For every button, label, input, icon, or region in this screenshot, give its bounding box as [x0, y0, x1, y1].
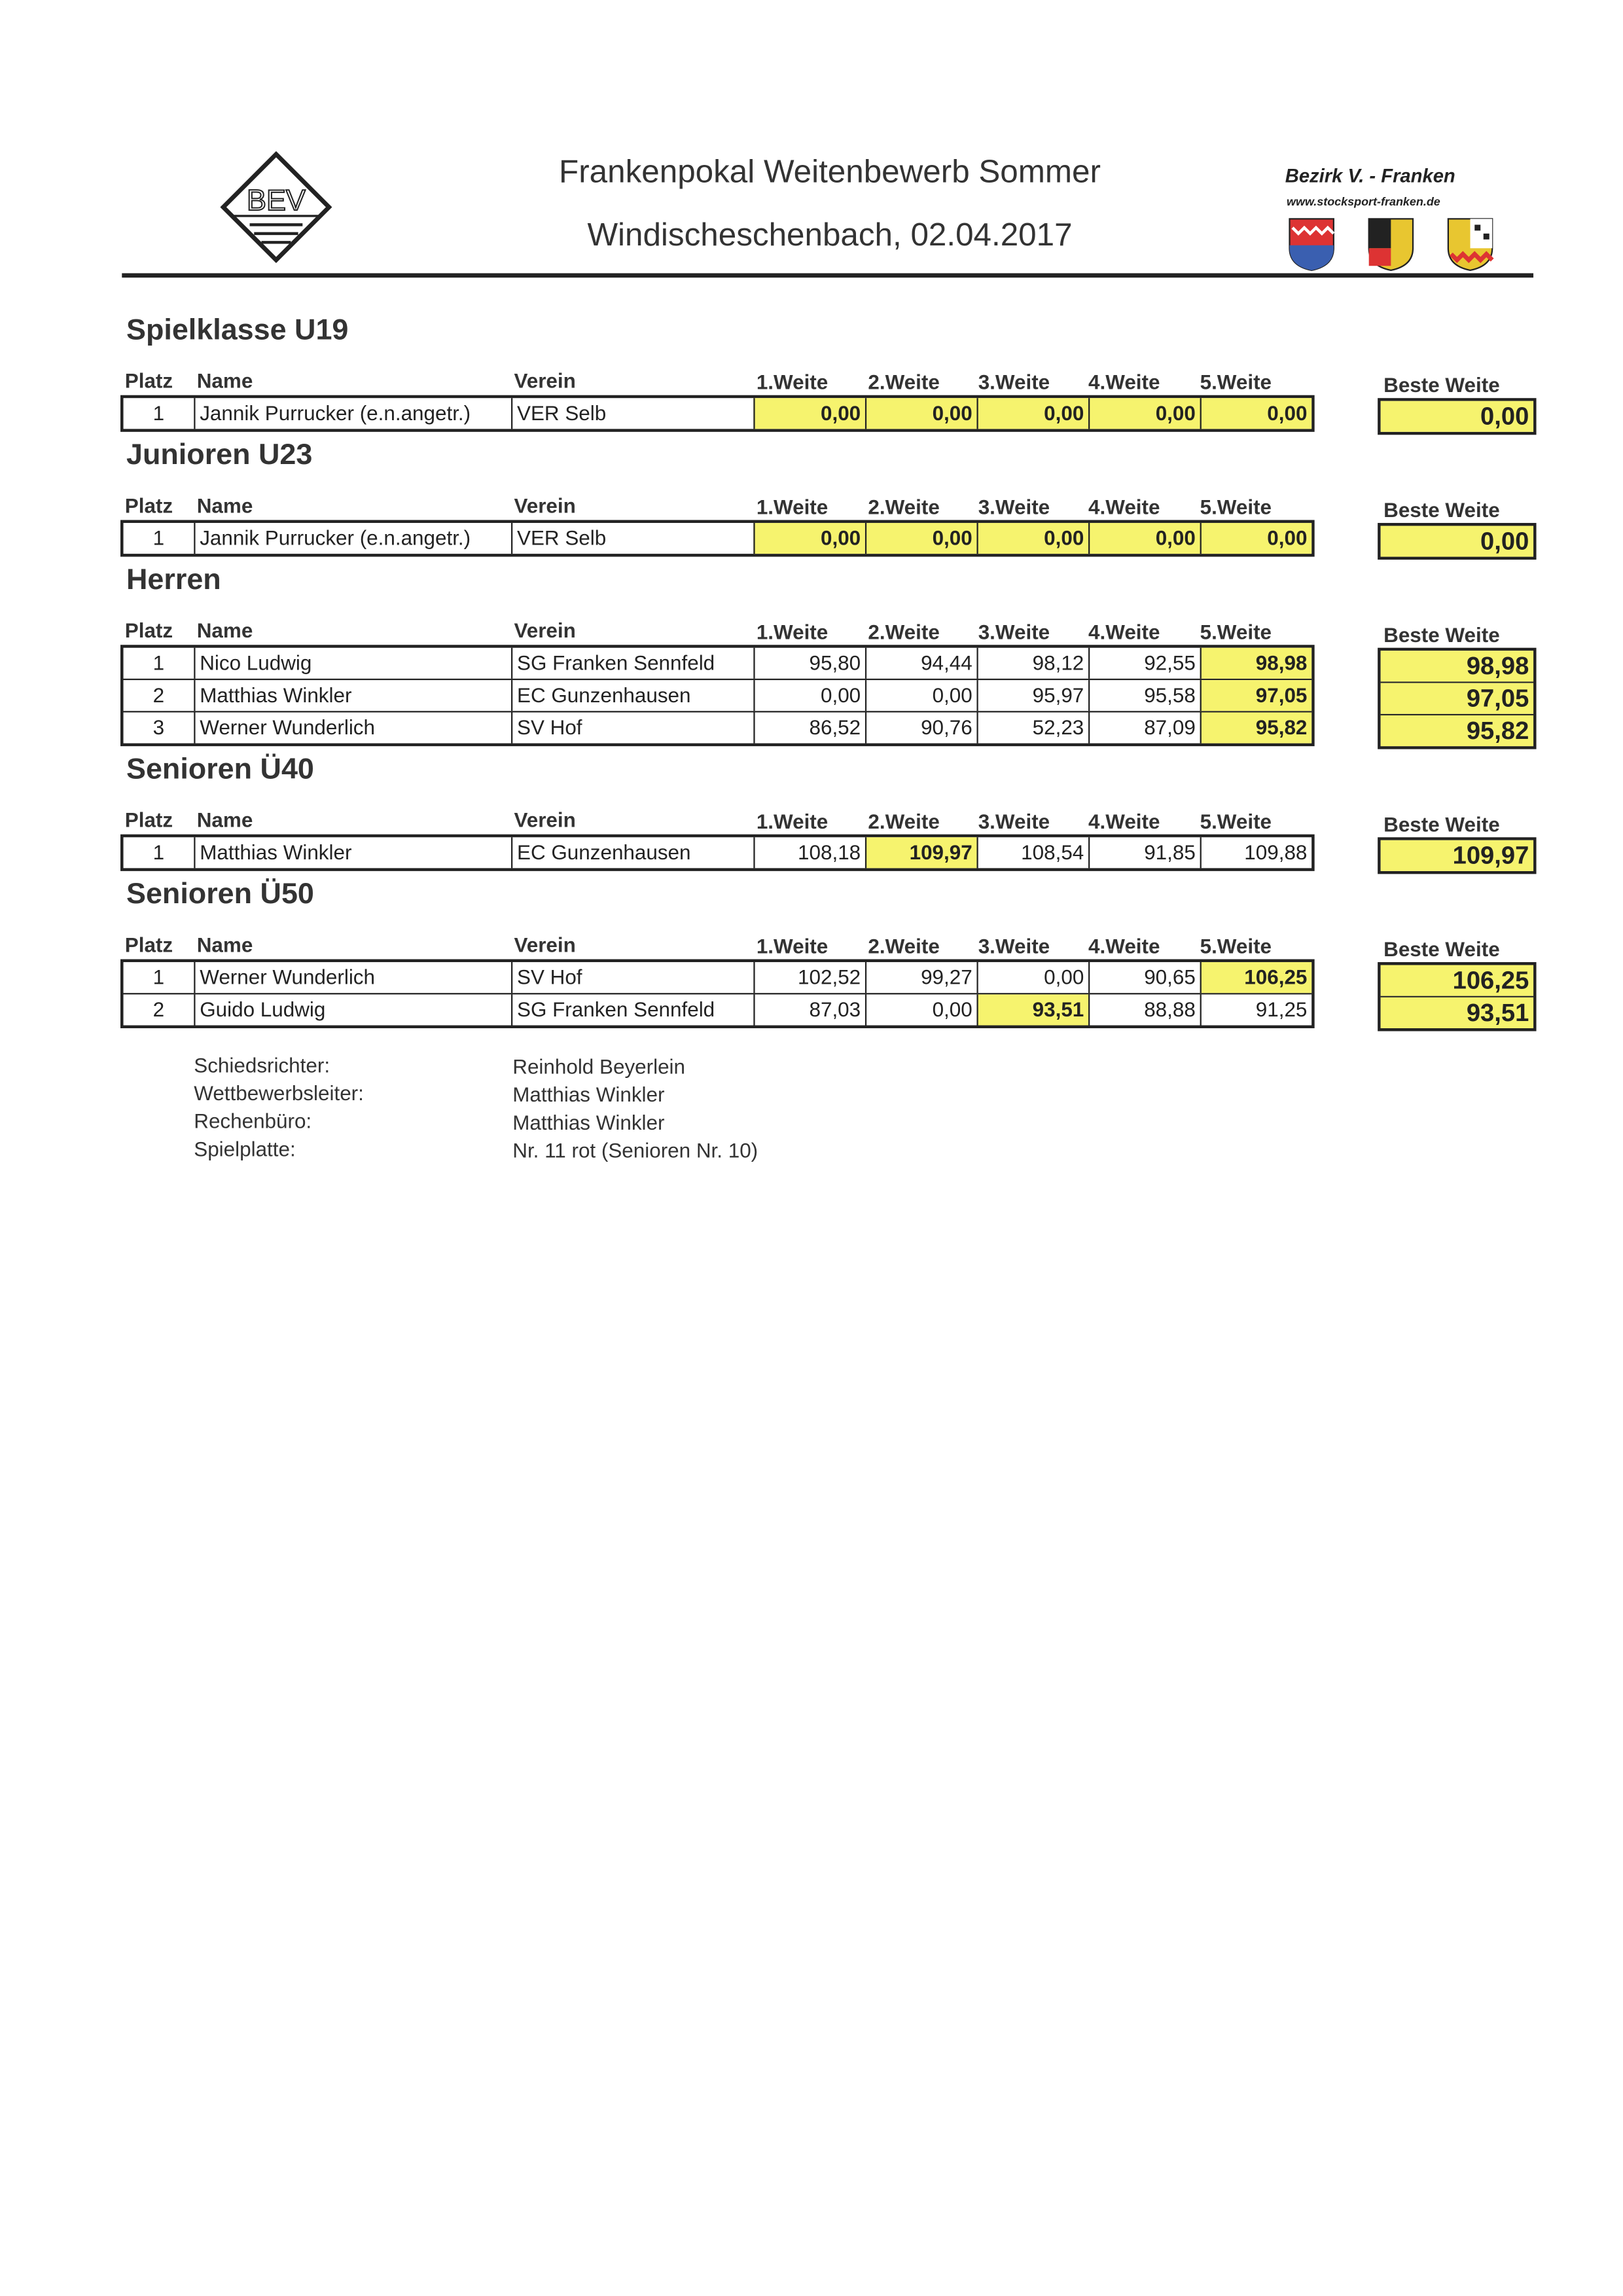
club-cell: SG Franken Sennfeld: [511, 648, 753, 679]
distance-cell-5: 95,82: [1200, 712, 1312, 743]
svg-text:BEV: BEV: [247, 183, 306, 217]
results-table: [120, 395, 1315, 432]
footer-value: Nr. 11 rot (Senioren Nr. 10): [512, 1138, 758, 1162]
best-distance-table: [1378, 962, 1536, 1031]
table-row: [124, 962, 1312, 993]
distance-cell-5: 0,00: [1200, 523, 1312, 554]
best-distance-row: [1381, 681, 1533, 713]
best-distance-cell: 106,25: [1381, 965, 1533, 996]
bezirk-label: Bezirk V. - Franken: [1285, 164, 1455, 187]
results-table: [120, 960, 1315, 1028]
distance-cell-5: 97,05: [1200, 680, 1312, 711]
club-cell: SV Hof: [511, 962, 753, 993]
table-row: [124, 711, 1312, 743]
best-distance-row: [1381, 840, 1533, 871]
athlete-name-cell: Guido Ludwig: [194, 994, 511, 1025]
footer-label: Wettbewerbsleiter:: [194, 1081, 364, 1105]
column-header-weite-4: 4.Weite: [1088, 370, 1160, 394]
section-title: Spielklasse U19: [126, 314, 349, 347]
distance-cell-4: 0,00: [1088, 523, 1200, 554]
athlete-name-cell: Nico Ludwig: [194, 648, 511, 679]
column-header-platz: Platz: [124, 808, 173, 832]
rank-cell: 1: [152, 401, 165, 425]
distance-cell-4: 92,55: [1088, 648, 1200, 679]
crest-mittelfranken-icon: [1369, 219, 1413, 270]
table-row: [124, 523, 1312, 554]
distance-cell-4: 87,09: [1088, 712, 1200, 743]
column-header-weite-3: 3.Weite: [978, 809, 1050, 833]
column-header-weite-5: 5.Weite: [1200, 809, 1272, 833]
column-header-verein: Verein: [514, 808, 576, 832]
column-header-beste-weite: Beste Weite: [1383, 937, 1500, 961]
column-header-weite-2: 2.Weite: [868, 495, 940, 519]
column-header-weite-5: 5.Weite: [1200, 495, 1272, 519]
column-header-name: Name: [196, 808, 253, 832]
column-header-weite-4: 4.Weite: [1088, 809, 1160, 833]
club-cell: SG Franken Sennfeld: [511, 994, 753, 1025]
distance-cell-5: 0,00: [1200, 398, 1312, 429]
athlete-name-cell: Matthias Winkler: [194, 837, 511, 868]
column-header-weite-3: 3.Weite: [978, 934, 1050, 958]
column-header-weite-5: 5.Weite: [1200, 620, 1272, 644]
athlete-name-cell: Jannik Purrucker (e.n.angetr.): [194, 398, 511, 429]
rank-cell: 1: [152, 840, 165, 864]
section-title: Senioren Ü50: [126, 878, 314, 911]
best-distance-row: [1381, 526, 1533, 556]
document-subtitle: Windischeschenbach, 02.04.2017: [587, 215, 1073, 253]
table-row: [124, 398, 1312, 429]
distance-cell-3: 0,00: [976, 398, 1088, 429]
best-distance-table: [1378, 523, 1536, 560]
column-header-weite-1: 1.Weite: [756, 809, 829, 833]
column-header-verein: Verein: [514, 933, 576, 957]
section-title: Senioren Ü40: [126, 753, 314, 786]
column-header-name: Name: [196, 618, 253, 642]
distance-cell-4: 95,58: [1088, 680, 1200, 711]
crest-unterfranken-icon: [1289, 219, 1333, 270]
best-distance-table: [1378, 648, 1536, 749]
footer-value: Reinhold Beyerlein: [512, 1054, 686, 1079]
column-header-weite-2: 2.Weite: [868, 620, 940, 644]
distance-cell-4: 88,88: [1088, 994, 1200, 1025]
section-title: Junioren U23: [126, 439, 313, 472]
distance-cell-1: 0,00: [753, 523, 865, 554]
rank-cell: 2: [152, 683, 165, 707]
club-cell: VER Selb: [511, 523, 753, 554]
column-header-verein: Verein: [514, 368, 576, 393]
distance-cell-2: 99,27: [865, 962, 977, 993]
column-header-weite-4: 4.Weite: [1088, 495, 1160, 519]
athlete-name-cell: Werner Wunderlich: [194, 962, 511, 993]
table-row: [124, 679, 1312, 711]
column-header-platz: Platz: [124, 933, 173, 957]
bev-logo: [221, 151, 332, 263]
best-distance-cell: 0,00: [1381, 526, 1533, 556]
distance-cell-3: 95,97: [976, 680, 1088, 711]
distance-cell-5: 106,25: [1200, 962, 1312, 993]
footer-label: Spielplatte:: [194, 1137, 296, 1160]
column-header-weite-5: 5.Weite: [1200, 934, 1272, 958]
distance-cell-1: 0,00: [753, 680, 865, 711]
best-distance-cell: 95,82: [1381, 715, 1533, 746]
column-header-weite-3: 3.Weite: [978, 370, 1050, 394]
table-row: [124, 837, 1312, 868]
best-distance-row: [1381, 714, 1533, 746]
best-distance-row: [1381, 401, 1533, 432]
column-header-weite-2: 2.Weite: [868, 809, 940, 833]
distance-cell-2: 109,97: [865, 837, 977, 868]
distance-cell-5: 109,88: [1200, 837, 1312, 868]
column-header-weite-1: 1.Weite: [756, 370, 829, 394]
footer-value: Matthias Winkler: [512, 1110, 665, 1134]
rank-cell: 3: [152, 715, 165, 739]
column-header-verein: Verein: [514, 618, 576, 642]
best-distance-table: [1378, 398, 1536, 435]
best-distance-row: [1381, 996, 1533, 1028]
table-row: [124, 993, 1312, 1025]
document-title: Frankenpokal Weitenbewerb Sommer: [559, 152, 1101, 190]
athlete-name-cell: Jannik Purrucker (e.n.angetr.): [194, 523, 511, 554]
column-header-weite-1: 1.Weite: [756, 620, 829, 644]
column-header-weite-3: 3.Weite: [978, 620, 1050, 644]
distance-cell-3: 93,51: [976, 994, 1088, 1025]
distance-cell-2: 90,76: [865, 712, 977, 743]
column-header-weite-5: 5.Weite: [1200, 370, 1272, 394]
best-distance-cell: 93,51: [1381, 997, 1533, 1028]
distance-cell-3: 108,54: [976, 837, 1088, 868]
best-distance-cell: 0,00: [1381, 401, 1533, 432]
distance-cell-3: 98,12: [976, 648, 1088, 679]
results-table: [120, 645, 1315, 746]
results-table: [120, 834, 1315, 871]
column-header-weite-2: 2.Weite: [868, 934, 940, 958]
club-cell: EC Gunzenhausen: [511, 837, 753, 868]
best-distance-cell: 97,05: [1381, 683, 1533, 714]
distance-cell-1: 86,52: [753, 712, 865, 743]
distance-cell-2: 0,00: [865, 994, 977, 1025]
distance-cell-2: 0,00: [865, 523, 977, 554]
distance-cell-1: 87,03: [753, 994, 865, 1025]
column-header-beste-weite: Beste Weite: [1383, 622, 1500, 647]
footer-value: Matthias Winkler: [512, 1083, 665, 1106]
distance-cell-2: 0,00: [865, 680, 977, 711]
column-header-beste-weite: Beste Weite: [1383, 373, 1500, 397]
distance-cell-4: 91,85: [1088, 837, 1200, 868]
coat-of-arms-icons: [1287, 216, 1499, 279]
footer-label: Schiedsrichter:: [194, 1053, 330, 1077]
club-cell: VER Selb: [511, 398, 753, 429]
column-header-beste-weite: Beste Weite: [1383, 497, 1500, 522]
column-header-name: Name: [196, 933, 253, 957]
column-header-verein: Verein: [514, 493, 576, 517]
distance-cell-5: 98,98: [1200, 648, 1312, 679]
rank-cell: 1: [152, 651, 165, 675]
column-header-name: Name: [196, 368, 253, 393]
club-cell: SV Hof: [511, 712, 753, 743]
column-header-weite-3: 3.Weite: [978, 495, 1050, 519]
best-distance-table: [1378, 837, 1536, 874]
distance-cell-2: 0,00: [865, 398, 977, 429]
footer-label: Rechenbüro:: [194, 1109, 312, 1133]
column-header-weite-4: 4.Weite: [1088, 620, 1160, 644]
distance-cell-1: 108,18: [753, 837, 865, 868]
distance-cell-1: 102,52: [753, 962, 865, 993]
table-row: [124, 648, 1312, 679]
distance-cell-3: 52,23: [976, 712, 1088, 743]
club-cell: EC Gunzenhausen: [511, 680, 753, 711]
best-distance-cell: 98,98: [1381, 651, 1533, 681]
distance-cell-3: 0,00: [976, 523, 1088, 554]
distance-cell-2: 94,44: [865, 648, 977, 679]
best-distance-row: [1381, 965, 1533, 996]
column-header-platz: Platz: [124, 368, 173, 393]
header-divider: [122, 273, 1533, 278]
column-header-weite-4: 4.Weite: [1088, 934, 1160, 958]
column-header-platz: Platz: [124, 618, 173, 642]
rank-cell: 1: [152, 965, 165, 989]
rank-cell: 2: [152, 997, 165, 1021]
distance-cell-1: 95,80: [753, 648, 865, 679]
rank-cell: 1: [152, 526, 165, 550]
results-table: [120, 520, 1315, 556]
best-distance-cell: 109,97: [1381, 840, 1533, 871]
section-title: Herren: [126, 564, 221, 597]
column-header-weite-2: 2.Weite: [868, 370, 940, 394]
crest-oberfranken-icon: [1448, 219, 1492, 270]
column-header-platz: Platz: [124, 493, 173, 517]
athlete-name-cell: Werner Wunderlich: [194, 712, 511, 743]
website-link: www.stocksport-franken.de: [1287, 195, 1440, 209]
distance-cell-1: 0,00: [753, 398, 865, 429]
distance-cell-5: 91,25: [1200, 994, 1312, 1025]
column-header-name: Name: [196, 493, 253, 517]
best-distance-row: [1381, 651, 1533, 681]
athlete-name-cell: Matthias Winkler: [194, 680, 511, 711]
column-header-weite-1: 1.Weite: [756, 495, 829, 519]
distance-cell-4: 0,00: [1088, 398, 1200, 429]
column-header-weite-1: 1.Weite: [756, 934, 829, 958]
column-header-beste-weite: Beste Weite: [1383, 812, 1500, 836]
distance-cell-3: 0,00: [976, 962, 1088, 993]
distance-cell-4: 90,65: [1088, 962, 1200, 993]
